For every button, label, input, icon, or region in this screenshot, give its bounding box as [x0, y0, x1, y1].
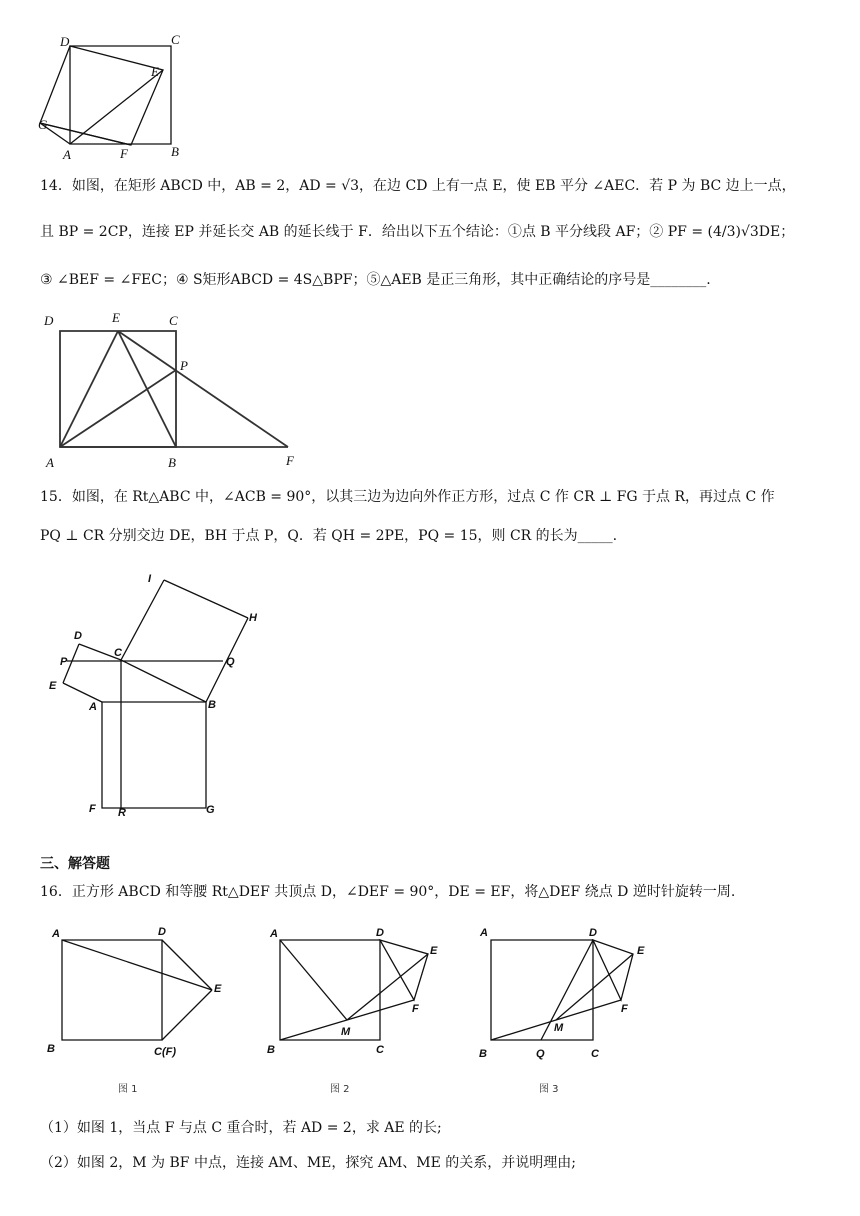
label-B: B [47, 1043, 55, 1055]
q16-stem: 16．正方形 ABCD 和等腰 Rt△DEF 共顶点 D，∠DEF = 90°，DE = EF，将△DEF 绕点 D 逆时针旋转一周. [40, 884, 736, 900]
figure-q16-1 [40, 920, 240, 1100]
label-B: B [168, 455, 176, 470]
label-D: D [44, 313, 54, 328]
label-A: A [89, 701, 97, 713]
label-F: F [286, 453, 294, 468]
figure-q13 [30, 30, 190, 165]
label-C: C [376, 1044, 384, 1056]
label-M: M [554, 1022, 564, 1034]
caption-fig2: 图 2 [330, 1084, 350, 1095]
label-E: E [49, 680, 57, 692]
q14-line-2: 且 BP = 2CP，连接 EP 并延长交 AB 的延长线于 F．给出以下五个结论：①点 B 平分线段 AF；② PF = (4/3)√3DE； [40, 224, 795, 240]
figure-q14 [38, 305, 308, 470]
label-C: C [169, 313, 178, 328]
label-E: E [637, 945, 645, 957]
q16-part-2: （2）如图 2，M 为 BF 中点，连接 AM、ME，探究 AM、ME 的关系，并说明理由; [40, 1155, 577, 1171]
label-F: F [412, 1003, 419, 1015]
label-A: A [52, 928, 60, 940]
label-G: G [206, 804, 215, 816]
label-D: D [60, 34, 70, 49]
label-A: A [46, 455, 54, 470]
figure-q16-2 [262, 920, 462, 1100]
label-M: M [341, 1026, 351, 1038]
q14-line-1: 14．如图，在矩形 ABCD 中，AB = 2，AD = √3，在边 CD 上有一点 E，使 EB 平分 ∠AEC．若 P 为 BC 边上一点， [40, 178, 796, 194]
label-B: B [171, 144, 179, 159]
q14-line-3: ③ ∠BEF = ∠FEC；④ S矩形ABCD = 4S△BPF；⑤△AEB 是正三角形，其中正确结论的序号是________. [40, 272, 711, 288]
label-A: A [270, 928, 278, 940]
label-F: F [621, 1003, 628, 1015]
q15-line-1: 15．如图，在 Rt△ABC 中，∠ACB = 90°，以其三边为边向外作正方形，过点 C 作 CR ⊥ FG 于点 R，再过点 C 作 [40, 489, 775, 505]
label-Q: Q [226, 656, 235, 668]
label-B: B [479, 1048, 487, 1060]
label-P: P [180, 358, 188, 373]
label-CF: C(F) [154, 1046, 176, 1058]
label-E: E [214, 983, 222, 995]
caption-fig3: 图 3 [539, 1084, 559, 1095]
label-I: I [148, 573, 152, 585]
label-E: E [112, 310, 120, 325]
label-A: A [480, 927, 488, 939]
label-D: D [376, 927, 384, 939]
label-B: B [208, 699, 216, 711]
caption-fig1: 图 1 [118, 1084, 138, 1095]
label-F: F [120, 146, 128, 161]
label-D: D [158, 926, 166, 938]
label-E: E [151, 64, 159, 79]
label-H: H [249, 612, 257, 624]
label-C: C [171, 32, 180, 47]
label-D: D [74, 630, 82, 642]
figure-q15 [40, 568, 270, 823]
q15-line-2: PQ ⊥ CR 分别交边 DE，BH 于点 P，Q．若 QH = 2PE，PQ = 15，则 CR 的长为_____. [40, 528, 618, 544]
label-C: C [114, 647, 122, 659]
label-B: B [267, 1044, 275, 1056]
q16-part-1: （1）如图 1，当点 F 与点 C 重合时，若 AD = 2，求 AE 的长; [40, 1120, 442, 1136]
section-heading: 三、解答题 [40, 856, 110, 872]
label-R: R [118, 807, 126, 819]
label-D: D [589, 927, 597, 939]
label-C: C [591, 1048, 599, 1060]
label-E: E [430, 945, 438, 957]
label-F: F [89, 803, 96, 815]
figure-q16-3 [475, 920, 675, 1100]
label-P: P [60, 656, 68, 668]
label-A: A [63, 147, 71, 162]
label-G: G [38, 117, 48, 132]
label-Q: Q [536, 1048, 545, 1060]
